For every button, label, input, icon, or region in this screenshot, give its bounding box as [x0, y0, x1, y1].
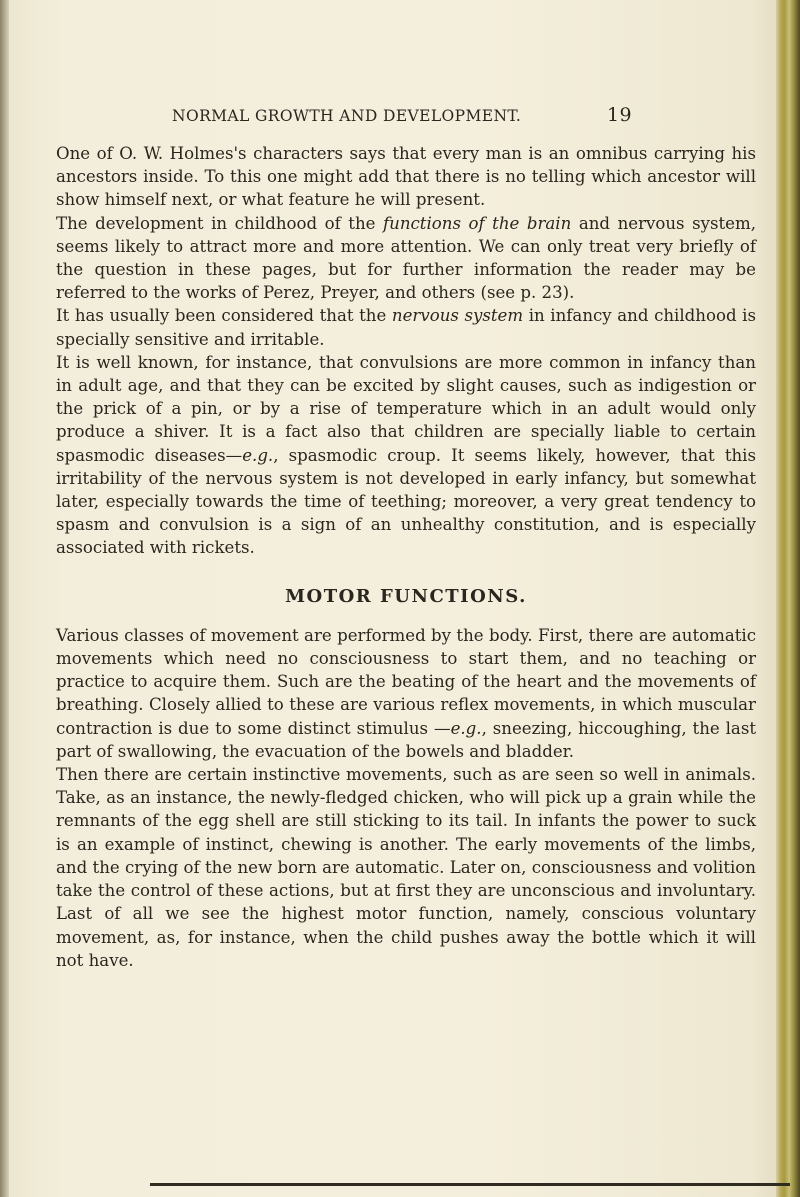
paragraph-nervous-system — [56, 304, 756, 350]
page-header — [172, 104, 632, 126]
text-run: It is well known, for instance, that convulsions are more common in infancy than in adult age, and that they can be excited by slight causes, such as indigestion or the prick of a pin, or by a rise of temperature which in an adult would only produce a shiver. It is a fact also that children are specially liable to certain spasmodic diseases— — [56, 352, 756, 465]
text-run: in infancy and childhood is specially sensitive and irritable. — [56, 306, 756, 349]
running-head: NORMAL GROWTH AND DEVELOPMENT. — [172, 107, 522, 125]
right-book-edge — [776, 0, 800, 1197]
paragraph-movement-classes — [56, 624, 756, 763]
bottom-rule — [150, 1183, 790, 1186]
text-run: It has usually been considered that the — [56, 306, 392, 326]
text-run: and nervous system, seems likely to attract more and more attention. We can only treat very briefly of the question in these pages, but for further information the reader may be referred to the works of Perez, Preyer, and others (see p. 23). — [56, 213, 756, 303]
italic-run: functions of the brain — [383, 213, 572, 233]
section-heading: MOTOR FUNCTIONS. — [285, 585, 527, 607]
text-run: , spasmodic croup. It seems likely, however, that this irritability of the nervous system is not developed in early infancy, but somewhat later, especially towards the time of teething; moreover, a very great tendency to spasm and convulsion is a sign of an unhealthy constitution, and is especially associated with rickets. — [56, 445, 756, 558]
italic-run: nervous system — [391, 306, 524, 326]
paragraph-convulsions — [56, 351, 756, 560]
paragraph-brain-functions — [56, 212, 756, 305]
text-run: , sneezing, hiccoughing, the last part of swallowing, the evacuation of the bowels and bladder. — [56, 718, 757, 761]
paragraph-instinctive-movements: Then there are certain instinctive movements, such as are seen so well in animals. Take, as an instance, the newly-fledged chicken, who will pick up a grain while the remnants of the egg shell are still sticking to its tail. In infants the power to suck is an example of instinct, chewing is another. The early movements of the limbs, and the crying of the new born are automatic. Later on, consciousness and volition take the control of these actions, but at first they are unconscious and involuntary. Last of all we see the highest motor function, namely, conscious voluntary movement, as, for instance, when the child pushes away the bottle which it will not have. — [56, 765, 756, 970]
text-run: The development in childhood of the — [56, 213, 383, 233]
text-run: Various classes of movement are performed by the body. First, there are automatic movements which need no consciousness to start them, and no teaching or practice to acquire them. Such are the beating of the heart and the movements of breathing. Closely allied to these are various reflex movements, in which muscular contraction is due to some distinct stimulus — — [56, 625, 756, 738]
left-page-edge — [0, 0, 9, 1197]
paragraph-holmes: One of O. W. Holmes's characters says that every man is an omnibus carrying his ancestors inside. To this one might add that there is no telling which ancestor will show himself next, or what feature he will present. — [56, 144, 756, 210]
italic-run: e.g. — [450, 718, 482, 738]
page-number: 19 — [607, 104, 632, 126]
body-text — [56, 142, 756, 972]
italic-run: e.g. — [242, 445, 274, 465]
